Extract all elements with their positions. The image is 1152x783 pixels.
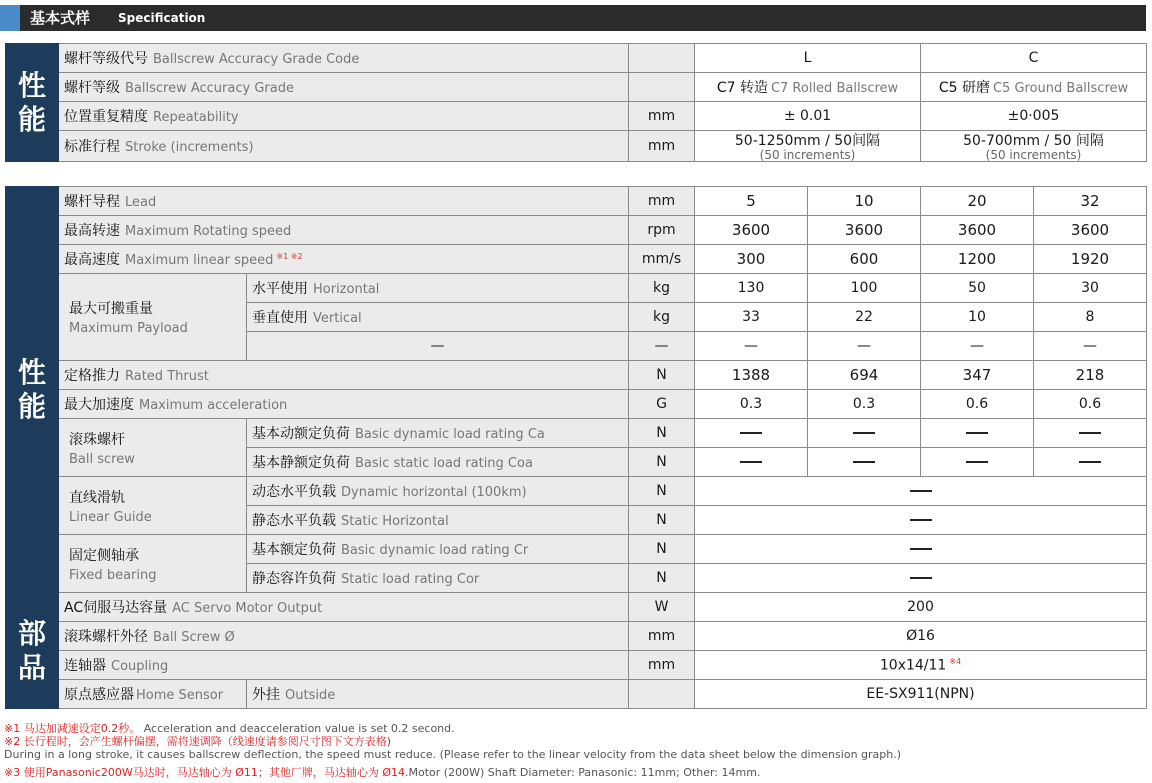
row-grade-unit [629, 73, 695, 102]
ballscrew-static-dash [1034, 448, 1147, 477]
motor-value: 200 [695, 593, 1147, 622]
row-sensor-unit [629, 680, 695, 709]
accel-value: 0.3 [808, 390, 921, 419]
row-speed-label: 最高速度 Maximum linear speed $^{※1 ※2}$ [59, 245, 629, 274]
accuracy-table [5, 43, 1147, 162]
footnote-2: ※2 长行程时，会产生螺杆偏摆，需将速调降（线速度请参阅尺寸图下文方表格) [4, 735, 392, 748]
row-coupling-unit: mm [629, 651, 695, 680]
payload-blank-value: — [1034, 332, 1147, 361]
ballscrew-static-dash [808, 448, 921, 477]
grade-c7: C7 转造 C7 Rolled Ballscrew [695, 73, 921, 102]
thrust-value: 347 [921, 361, 1034, 390]
row-bearing-static-unit: N [629, 564, 695, 593]
row-screw-dia-label: 滚珠螺杆外径 Ball Screw Ø [59, 622, 629, 651]
thrust-value: 1388 [695, 361, 808, 390]
row-motor-label: AC伺服马达容量 AC Servo Motor Output [59, 593, 629, 622]
speed-value: 600 [808, 245, 921, 274]
row-bearing-dynamic-unit: N [629, 535, 695, 564]
performance-table [5, 186, 1147, 709]
lead-value: 10 [808, 187, 921, 216]
sensor-value: EE-SX911(NPN) [695, 680, 1147, 709]
header-title-zh: 基本式样 [30, 9, 91, 27]
row-bearing-dynamic-label: 基本额定负荷 Basic dynamic load rating Cr [247, 535, 629, 564]
section-header [0, 5, 1146, 31]
row-stroke-unit: mm [629, 131, 695, 162]
payload-horizontal-value: 100 [808, 274, 921, 303]
accel-value: 0.6 [1034, 390, 1147, 419]
footnote-1: ※1 马达加减速设定0.2秒。 Acceleration and deacceleration value is set 0.2 second. [4, 722, 455, 735]
row-grade-code-unit [629, 44, 695, 73]
ballscrew-dynamic-dash [1034, 419, 1147, 448]
accel-value: 0.3 [695, 390, 808, 419]
row-rpm-unit: rpm [629, 216, 695, 245]
row-repeatability-unit: mm [629, 102, 695, 131]
rpm-value: 3600 [808, 216, 921, 245]
payload-vertical-value: 10 [921, 303, 1034, 332]
row-lead-unit: mm [629, 187, 695, 216]
side-label-performance-top: 性 能 [6, 44, 59, 162]
side-label-performance: 性 能 [6, 187, 59, 593]
row-grade-label: 螺杆等级 Ballscrew Accuracy Grade [59, 73, 629, 102]
row-bearing-static-label: 静态容许负荷 Static load rating Cor [247, 564, 629, 593]
guide-dynamic-dash [695, 477, 1147, 506]
row-speed-unit: mm/s [629, 245, 695, 274]
row-grade-code-label: 螺杆等级代号 Ballscrew Accuracy Grade Code [59, 44, 629, 73]
row-guide-static-label: 静态水平负载 Static Horizontal [247, 506, 629, 535]
lead-value: 32 [1034, 187, 1147, 216]
payload-horizontal-value: 50 [921, 274, 1034, 303]
row-screw-dia-unit: mm [629, 622, 695, 651]
row-payload-label: 最大可搬重量 Maximum Payload [59, 274, 247, 361]
row-payload-blank-label: — [247, 332, 629, 361]
row-coupling-label: 连轴器 Coupling [59, 651, 629, 680]
rpm-value: 3600 [921, 216, 1034, 245]
screw-dia-value: Ø16 [695, 622, 1147, 651]
speed-value: 1200 [921, 245, 1034, 274]
bearing-dynamic-dash [695, 535, 1147, 564]
payload-blank-value: — [695, 332, 808, 361]
ballscrew-static-dash [695, 448, 808, 477]
header-title-en: Specification [118, 11, 206, 25]
footnotes [4, 722, 901, 779]
row-ballscrew-dynamic-unit: N [629, 419, 695, 448]
row-repeatability-label: 位置重复精度 Repeatability [59, 102, 629, 131]
row-bearing-label: 固定侧轴承 Fixed bearing [59, 535, 247, 593]
accel-value: 0.6 [921, 390, 1034, 419]
row-accel-label: 最大加速度 Maximum acceleration [59, 390, 629, 419]
speed-value: 1920 [1034, 245, 1147, 274]
payload-blank-value: — [808, 332, 921, 361]
speed-value: 300 [695, 245, 808, 274]
footnote-3: ※3 使用Panasonic200W马达时，马达轴心为 Ø11；其他厂牌，马达轴心为 Ø14.Motor (200W) Shaft Diameter: Panasonic: 11mm; Other: 14mm. [4, 766, 761, 779]
ballscrew-dynamic-dash [808, 419, 921, 448]
lead-value: 20 [921, 187, 1034, 216]
ballscrew-dynamic-dash [921, 419, 1034, 448]
lead-value: 5 [695, 187, 808, 216]
ballscrew-static-dash [921, 448, 1034, 477]
row-stroke-label: 标准行程 Stroke (increments) [59, 131, 629, 162]
payload-horizontal-value: 30 [1034, 274, 1147, 303]
payload-blank-value: — [921, 332, 1034, 361]
row-lead-label: 螺杆导程 Lead [59, 187, 629, 216]
row-sensor-label: 原点感应器 Home Sensor [59, 680, 247, 709]
rpm-value: 3600 [695, 216, 808, 245]
row-ballscrew-static-unit: N [629, 448, 695, 477]
speed-footnote-ref: ※1 ※2 [276, 251, 303, 261]
payload-vertical-value: 33 [695, 303, 808, 332]
row-ballscrew-static-label: 基本静额定负荷 Basic static load rating Coa [247, 448, 629, 477]
row-ballscrew-dynamic-label: 基本动额定负荷 Basic dynamic load rating Ca [247, 419, 629, 448]
thrust-value: 694 [808, 361, 921, 390]
repeatability-c: ±0·005 [921, 102, 1147, 131]
row-guide-static-unit: N [629, 506, 695, 535]
row-payload-horizontal-label: 水平使用 Horizontal [247, 274, 629, 303]
grade-code-l: L [695, 44, 921, 73]
header-accent-block [0, 5, 20, 31]
row-rpm-label: 最高转速 Maximum Rotating speed [59, 216, 629, 245]
payload-vertical-value: 22 [808, 303, 921, 332]
row-thrust-unit: N [629, 361, 695, 390]
row-thrust-label: 定格推力 Rated Thrust [59, 361, 629, 390]
row-ballscrew-label: 滚珠螺杆 Ball screw [59, 419, 247, 477]
payload-horizontal-value: 130 [695, 274, 808, 303]
row-payload-blank-unit: — [629, 332, 695, 361]
row-guide-dynamic-unit: N [629, 477, 695, 506]
row-payload-horizontal-unit: kg [629, 274, 695, 303]
payload-vertical-value: 8 [1034, 303, 1147, 332]
row-sensor-option: 外挂 Outside [247, 680, 629, 709]
row-guide-label: 直线滑轨 Linear Guide [59, 477, 247, 535]
row-payload-vertical-label: 垂直使用 Vertical [247, 303, 629, 332]
row-accel-unit: G [629, 390, 695, 419]
row-guide-dynamic-label: 动态水平负载 Dynamic horizontal (100km) [247, 477, 629, 506]
coupling-footnote-ref: ※4 [949, 656, 962, 666]
bearing-static-dash [695, 564, 1147, 593]
row-payload-vertical-unit: kg [629, 303, 695, 332]
coupling-value: 10x14/11 $^{※4}$ [695, 651, 1147, 680]
repeatability-l: ± 0.01 [695, 102, 921, 131]
side-label-parts: 部 品 [6, 593, 59, 709]
grade-c5: C5 研磨 C5 Ground Ballscrew [921, 73, 1147, 102]
stroke-l: 50-1250mm / 50间隔 (50 increments) [695, 131, 921, 162]
guide-static-dash [695, 506, 1147, 535]
rpm-value: 3600 [1034, 216, 1147, 245]
row-motor-unit: W [629, 593, 695, 622]
footnote-2-en: During in a long stroke, it causes ballscrew deflection, the speed must reduce. (Please refer to the linear velocity from the data sheet below the dimension graph.) [4, 748, 902, 761]
thrust-value: 218 [1034, 361, 1147, 390]
ballscrew-dynamic-dash [695, 419, 808, 448]
stroke-c: 50-700mm / 50 间隔 (50 increments) [921, 131, 1147, 162]
grade-code-c: C [921, 44, 1147, 73]
